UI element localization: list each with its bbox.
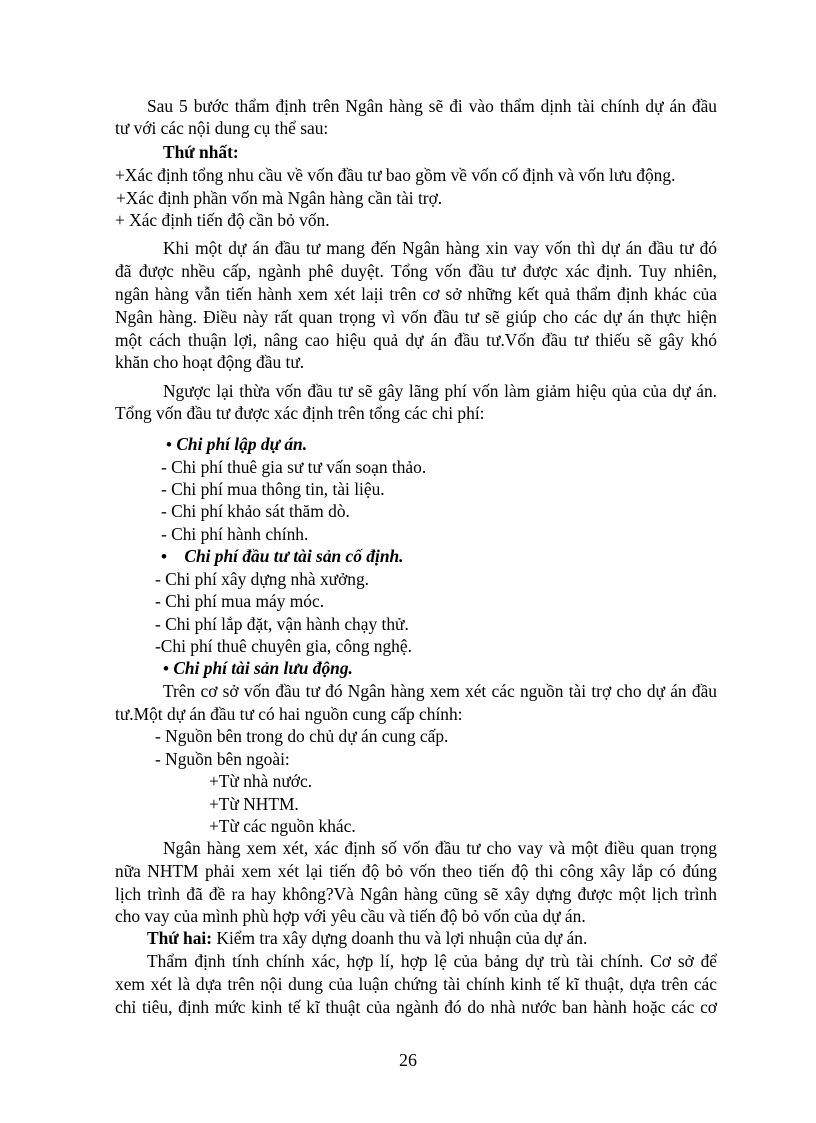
first-heading [163,141,239,163]
para1-line-5: một cách thuận lợi, nâng cao hiệu quả dự án đầu tư.Vốn đầu tư thiếu sẽ gây khó [115,330,717,350]
cost2-item-2: - Chi phí mua máy móc. [155,591,325,611]
source-inside: - Nguồn bên trong do chủ dự án cung cấp. [155,726,449,746]
source-sub-2: +Từ NHTM. [209,794,299,814]
para1-line-3: ngân hàng vẫn tiến hành xem xét laịi trên cơ sở những kết quả thẩm định khác của [115,284,717,304]
intro-line-1: Sau 5 bước thẩm định trên Ngân hàng sẽ đi vào thẩm dịnh tài chính dự án đầu [147,96,717,116]
cost3-heading [163,657,353,680]
source-outside: - Nguồn bên ngoài: [155,749,290,769]
bullet-icon: • [161,547,167,566]
cost3-title: Chi phí tài sản lưu động. [173,658,353,678]
para3-line-1: Trên cơ sở vốn đầu tư đó Ngân hàng xem xét các nguồn tài trợ cho dự án đầu [163,681,717,701]
para2-line-2: Tổng vốn đầu tư được xác định trên tổng các chi phí: [115,403,485,423]
second-heading: Thứ hai: [147,928,213,948]
para5-line-3: chỉ tiêu, định mức kinh tế kĩ thuật của ngành đó do nhà nước ban hành hoặc các cơ [115,997,717,1017]
cost1-item-3: - Chi phí khảo sát thăm dò. [161,501,350,521]
first-item-3: + Xác định tiến độ cần bỏ vốn. [115,210,330,230]
bullet-icon: • [166,435,172,454]
cost1-heading [166,433,307,456]
para5-line-2: xem xét là dựa trên nội dung của luận chứng tài chính kinh tế kĩ thuật, dựa trên các [115,974,717,994]
para1-line-2: đã được nhều cấp, ngành phê duyệt. Tổng vốn đầu tư được xác định. Tuy nhiên, [115,261,717,281]
para4-line-1: Ngân hàng xem xét, xác định số vốn đầu tư cho vay và một điều quan trọng [163,838,717,858]
para4-line-4: cho vay của mình phù hợp với yêu cầu và tiến độ bỏ vốn của dự án. [115,906,586,926]
first-heading-label: Thứ nhất [163,142,233,162]
cost2-item-3: - Chi phí lắp đặt, vận hành chạy thử. [155,614,409,634]
first-item-1: +Xác định tổng nhu cầu về vốn đầu tư bao gồm về vốn cố định và vốn lưu động. [115,165,676,185]
second-text: Kiểm tra xây dựng doanh thu và lợi nhuận của dự án. [212,928,588,948]
cost2-heading [161,545,404,568]
para1-line-6: khăn cho hoạt động đầu tư. [115,352,305,372]
cost2-title: Chi phí đầu tư tài sản cố định. [184,546,404,566]
second-heading-line [147,927,587,949]
cost2-item-4: -Chi phí thuê chuyên gia, công nghệ. [155,636,412,656]
cost2-item-1: - Chi phí xây dựng nhà xưởng. [155,569,370,589]
para4-line-3: lịch trình đã đề ra hay không?Và Ngân hàng cũng sẽ xây dựng được một lịch trình [115,884,717,904]
para4-line-2: nữa NHTM phải xem xét lại tiến độ bỏ vốn theo tiến độ thi công xây lắp có đúng [115,861,717,881]
para1-line-1: Khi một dự án đầu tư mang đến Ngân hàng xin vay vốn thì dự án đầu tư đó [163,238,717,258]
para5-line-1: Thẩm định tính chính xác, hợp lí, hợp lệ của bảng dự trù tài chính. Cơ sở để [147,951,717,971]
para2-line-1: Ngược lại thừa vốn đầu tư sẽ gây lãng phí vốn làm giảm hiệu qủa của dự án. [163,381,717,401]
cost1-item-4: - Chi phí hành chính. [161,524,309,544]
para3-line-2: tư.Một dự án đầu tư có hai nguồn cung cấp chính: [115,704,463,724]
first-heading-colon: : [232,142,239,162]
intro-line-2: tư với các nội dung cụ thể sau: [115,118,329,138]
cost1-item-2: - Chi phí mua thông tin, tài liệu. [161,479,385,499]
source-sub-3: +Từ các nguồn khác. [209,816,356,836]
page-number: 26 [399,1050,417,1070]
bullet-icon: • [163,659,169,678]
cost1-item-1: - Chi phí thuê gia sư tư vấn soạn thảo. [161,457,427,477]
cost1-title: Chi phí lập dự án. [176,434,308,454]
first-item-2: +Xác định phần vốn mà Ngân hàng cần tài trợ. [116,188,443,208]
source-sub-1: +Từ nhà nước. [209,771,313,791]
para1-line-4: Ngân hàng. Điều này rất quan trọng vì vốn đầu tư sẽ giúp cho các dự án thực hiện [115,307,717,327]
